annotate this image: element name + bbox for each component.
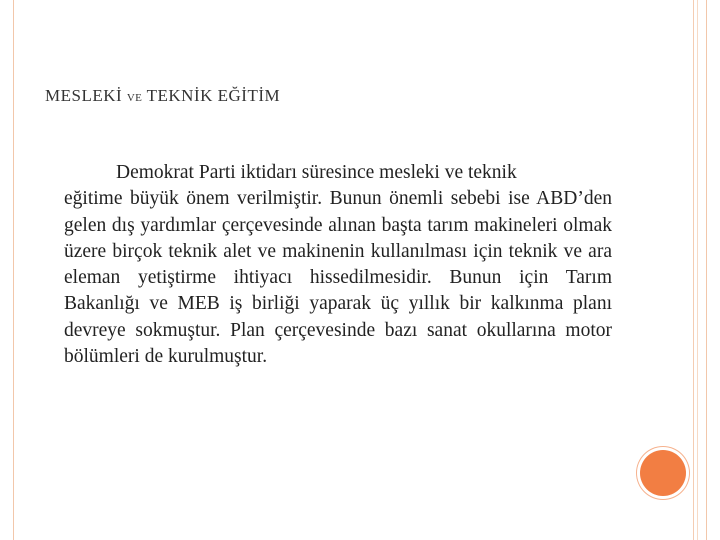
title-conjunction: VE <box>126 92 143 104</box>
slide-title <box>45 86 280 106</box>
right-rule-line <box>693 0 694 540</box>
paragraph-rest: eğitime büyük önem verilmiştir. Bunun önemli sebebi ise ABD’den gelen dış yardımlar çerçevesinde alınan başta tarım makineleri olmak üzere birçok teknik alet ve makinenin kullanılması için teknik ve ara eleman yetiştirme ihtiyacı hissedilmesidir. Bunun için Tarım Bakanlığı ve MEB iş birliği yaparak üç yıllık bir kalkınma planı devreye sokmuştur. Plan çerçevesinde bazı sanat okullarına motor bölümleri de kurulmuştur. <box>64 188 612 368</box>
paragraph-first-line: Demokrat Parti iktidarı süresince mesleki ve teknik <box>116 162 517 183</box>
slide-body <box>64 160 612 370</box>
title-part-2: TEKNİK EĞİTİM <box>146 86 281 105</box>
title-part-1: MESLEKİ <box>45 86 123 105</box>
right-rule-line-secondary <box>697 0 698 540</box>
decorative-circle <box>640 450 686 496</box>
